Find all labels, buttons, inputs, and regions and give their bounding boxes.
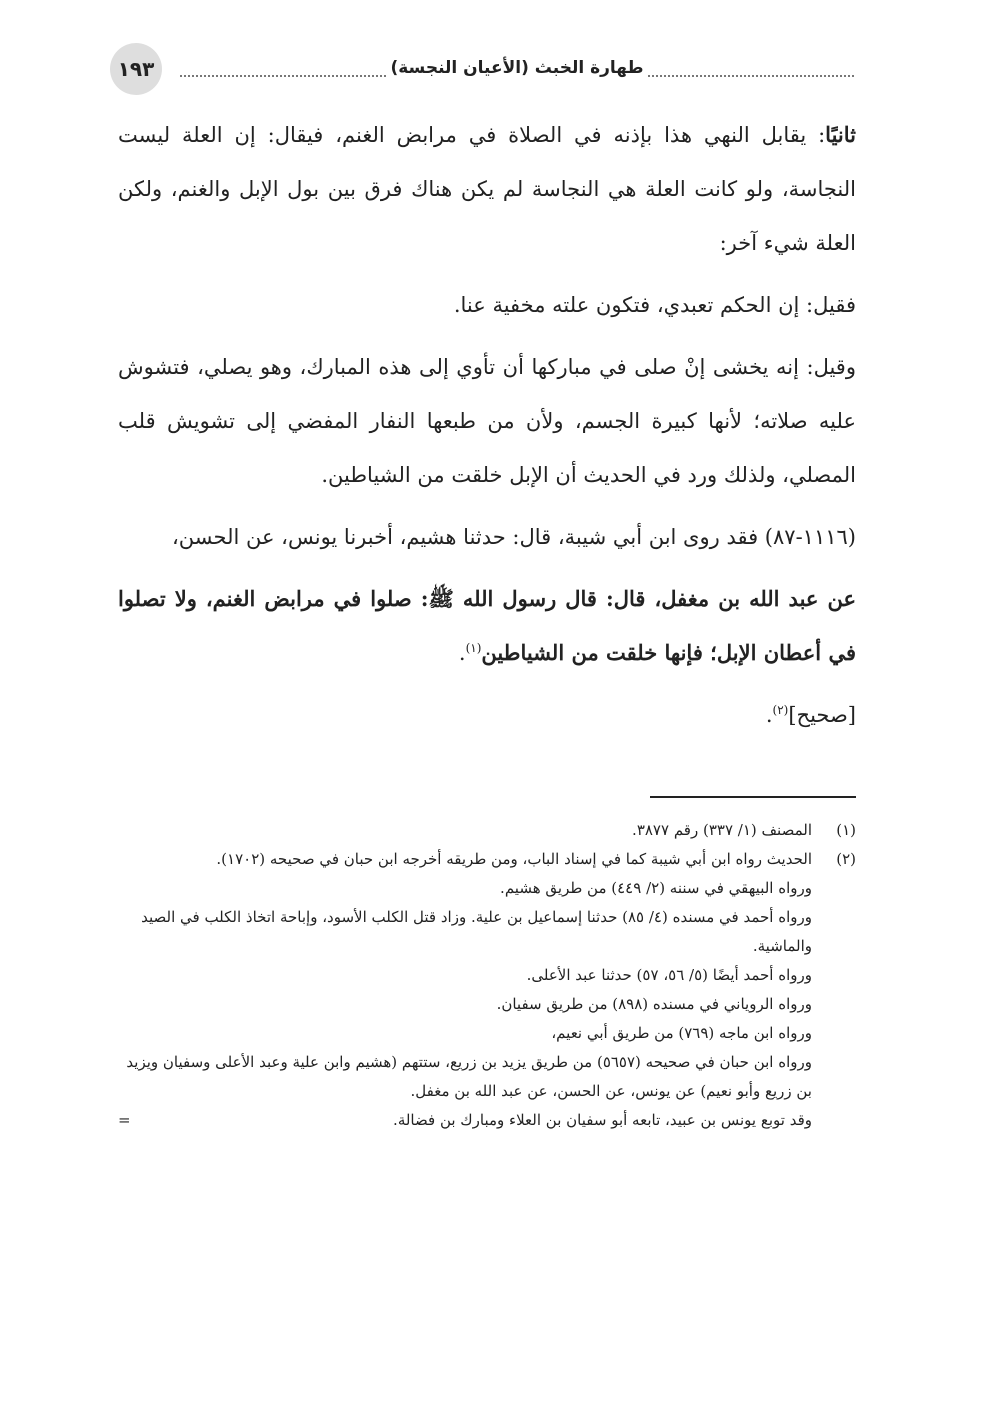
footnotes	[118, 816, 856, 1135]
footnote-line: ورواه ابن حبان في صحيحه (٥٦٥٧) من طريق يزيد بن زريع، ستتهم (هشيم وابن علية وعبد الأعلى وسفيان ويزيد بن زريع وأبو نعيم) عن يونس، عن الحسن، عن عبد الله بن مغفل.	[126, 1053, 812, 1100]
footnote-2-text: الحديث رواه ابن أبي شيبة كما في إسناد الباب، ومن طريقه أخرجه ابن حبان في صحيحه (١٧٠٢).	[216, 850, 812, 868]
footnote-1-text: المصنف (١/ ٣٣٧) رقم ٣٨٧٧.	[632, 821, 812, 839]
footnote-ref-1[interactable]: (١)	[465, 641, 482, 655]
footnote-2	[118, 845, 856, 874]
paragraph-grade	[118, 688, 856, 742]
footnote-last-text: وقد توبع يونس بن عبيد، تابعه أبو سفيان بن العلاء ومبارك بن فضالة.	[393, 1111, 812, 1129]
grade-end: .	[765, 703, 773, 727]
running-header	[180, 50, 854, 86]
paragraph-secondly	[118, 108, 856, 270]
header-leader-right	[648, 74, 854, 77]
paragraph-opinion-2: وقيل: إنه يخشى إنْ صلى في مباركها أن تأوي إلى هذه المبارك، وهو يصلي، فتشوش عليه صلاته؛ لأنها كبيرة الجسم، ولأن من طبعها النفار المفضي إلى تشويش قلب المصلي، ولذلك ورد في الحديث أن الإبل خلقت من الشياطين.	[118, 355, 856, 487]
footnote-line: ورواه ابن ماجه (٧٦٩) من طريق أبي نعيم،	[551, 1024, 812, 1042]
paragraph-hadith	[118, 572, 856, 680]
footnote-line: ورواه الروياني في مسنده (٨٩٨) من طريق سفيان.	[496, 995, 812, 1013]
chapter-title: طهارة الخبث (الأعيان النجسة)	[390, 58, 644, 78]
header-leader-left	[180, 74, 386, 77]
footnote-2-number: (٢)	[836, 850, 856, 868]
footnote-1	[118, 816, 856, 845]
footnote-line: ورواه البيهقي في سننه (٢/ ٤٤٩) من طريق هشيم.	[500, 879, 812, 897]
footnote-line: ورواه أحمد في مسنده (٤/ ٨٥) حدثنا إسماعيل بن علية. وزاد قتل الكلب الأسود، وإباحة اتخاذ الكلب في الصيد والماشية.	[141, 908, 812, 955]
footnote-separator	[650, 796, 856, 798]
paragraph-isnad: (١١١٦-٨٧) فقد روى ابن أبي شيبة، قال: حدثنا هشيم، أخبرنا يونس، عن الحسن،	[172, 525, 856, 549]
main-text	[118, 108, 856, 750]
hadith-text: عن عبد الله بن مغفل، قال: قال رسول الله ﷺ: صلوا في مرابض الغنم، ولا تصلوا في أعطان الإبل؛ فإنها خلقت من الشياطين	[118, 586, 856, 665]
footnote-line: ورواه أحمد أيضًا (٥/ ٥٦، ٥٧) حدثنا عبد الأعلى.	[526, 966, 812, 984]
grade-label: [صحيح]	[788, 703, 856, 727]
paragraph-lead: ثانيًا	[825, 122, 856, 147]
footnote-line-last	[118, 1106, 856, 1135]
paragraph-text: : يقابل النهي هذا بإذنه في الصلاة في مرابض الغنم، فيقال: إن العلة ليست النجاسة، ولو كانت العلة هي النجاسة لم يكن هناك فرق بين بول الإبل والغنم، ولكن العلة شيء آخر:	[118, 123, 856, 255]
footnote-ref-2[interactable]: (٢)	[772, 703, 789, 717]
hadith-end: .	[458, 641, 466, 665]
footnote-1-number: (١)	[836, 821, 856, 839]
page-number: ١٩٣	[110, 43, 162, 95]
paragraph-opinion-1: فقيل: إن الحكم تعبدي، فتكون علته مخفية عنا.	[453, 293, 856, 317]
continuation-mark: =	[118, 1111, 131, 1129]
